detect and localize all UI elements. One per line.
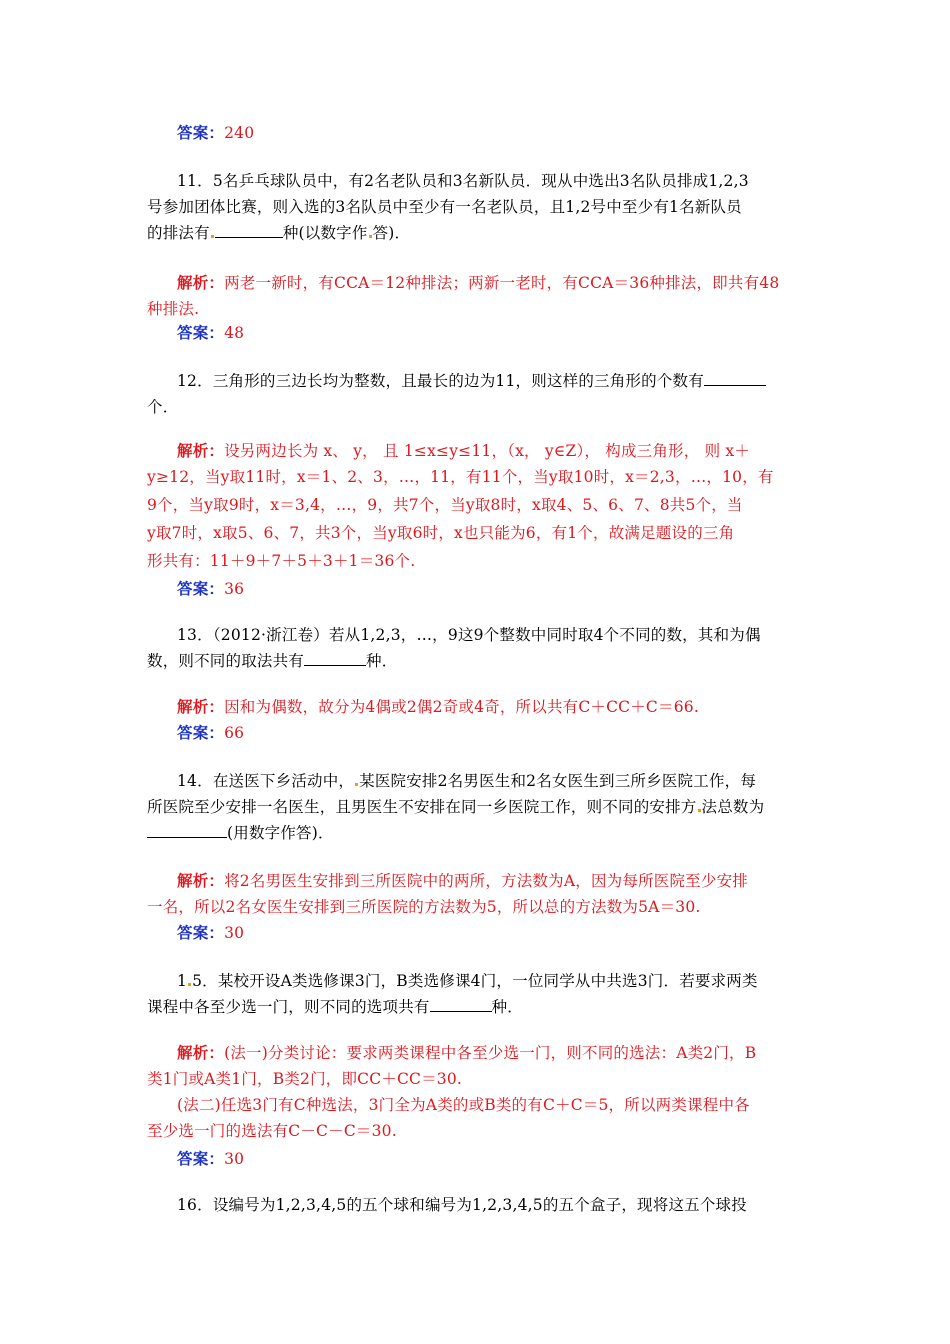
answer-value: 36 [224,580,245,598]
answer-label: 答案： [177,123,225,142]
solution-14-line-1 [177,870,817,892]
solution-13-line-1 [177,696,817,718]
solution-15-line-2: 类1门或A类1门，B类2门，即CC＋CC＝30. [147,1070,463,1088]
solution-15-line-1 [177,1042,817,1064]
answer-14 [177,922,817,944]
mark-dot [355,783,358,786]
question-14-line-1 [177,770,817,792]
question-15-line-2 [147,996,817,1018]
answer-11 [177,322,817,344]
answer-value: 30 [224,1150,245,1168]
answer-blank [215,223,283,238]
answer-15 [177,1148,817,1170]
solution-12-line-2: y≥12，当y取11时，x＝1、2、3，…，11，有11个，当y取10时，x＝2,3，…，10，有 [147,468,774,486]
solution-11-line-2: 种排法. [147,300,200,318]
question-11-line-2: 号参加团体比赛，则入选的3名队员中至少有一名老队员，且1,2号中至少有1名新队员 [147,198,742,216]
answer-value: 30 [224,924,245,942]
question-text: 法总数为 [701,798,765,816]
solution-14-line-2: 一名，所以2名女医生安排到三所医院的方法数为5，所以总的方法数为5A＝30. [147,898,701,916]
solution-label: 解析： [177,697,225,716]
answer-label: 答案： [177,723,225,742]
question-text: 1 [177,972,188,990]
answer-12 [177,578,817,600]
solution-label: 解析： [177,871,225,890]
question-text: 数，则不同的取法共有 [147,652,305,670]
question-text: 14．在送医下乡活动中， [177,772,355,790]
question-text: 所医院至少安排一名医生，且男医生不安排在同一乡医院工作，则不同的安排方 [147,798,697,816]
solution-text: 设另两边长为 x、 y， 且 1≤x≤y≤11，（x， y∈Z）， 构成三角形， 则 x＋ [224,442,751,460]
question-13-line-1: 13．（2012·浙江卷）若从1,2,3，…，9这9个整数中同时取4个不同的数，其和为偶 [177,626,761,644]
answer-value: 48 [224,324,245,342]
solution-text: 将2名男医生安排到三所医院中的两所，方法数为A，因为每所医院至少安排 [224,872,748,890]
question-16-line-1: 16．设编号为1,2,3,4,5的五个球和编号为1,2,3,4,5的五个盒子，现将这五个球投 [177,1196,747,1214]
question-11-line-1: 11．5名乒乓球队员中，有2名老队员和3名新队员．现从中选出3名队员排成1,2,3 [177,172,749,190]
solution-12-line-3: 9个，当y取9时，x＝3,4，…，9，共7个，当y取8时，x取4、5、6、7、8共5个，当 [147,496,743,514]
question-13-line-2 [147,650,817,672]
question-11-line-3 [147,222,817,244]
solution-15-line-3: (法二)任选3门有C种选法，3门全为A类的或B类的有C＋C＝5，所以两类课程中各 [177,1096,750,1114]
answer-blank [304,651,366,666]
mark-dot [369,235,372,238]
question-text: 答)． [372,224,411,242]
answer-blank [704,371,766,386]
mark-dot [698,809,701,812]
answer-label: 答案： [177,323,225,342]
answer-label: 答案： [177,579,225,598]
solution-label: 解析： [177,441,225,460]
question-12-line-1 [177,370,817,392]
solution-12-line-1 [177,440,817,462]
solution-label: 解析： [177,1043,225,1062]
question-12-line-2: 个． [147,398,179,416]
solution-12-line-4: y取7时，x取5、6、7，共3个，当y取6时，x也只能为6，有1个，故满足题设的三角 [147,524,735,542]
mark-dot [188,983,191,986]
mark-dot [211,235,214,238]
question-text: 5．某校开设A类选修课3门，B类选修课4门，一位同学从中共选3门．若要求两类 [192,972,758,990]
answer-label: 答案： [177,1149,225,1168]
solution-15-line-4: 至少选一门的选法有C－C－C＝30. [147,1122,397,1140]
question-text: 12．三角形的三边长均为整数，且最长的边为11，则这样的三角形的个数有 [177,372,704,390]
question-text: (用数字作答)． [227,824,334,842]
answer-blank [147,823,227,838]
question-15-line-1 [177,970,817,992]
question-text: 课程中各至少选一门，则不同的选项共有 [147,998,430,1016]
question-14-line-2 [147,796,817,818]
answer-13 [177,722,817,744]
question-text: 种． [366,652,398,670]
question-14-line-3 [147,822,817,844]
solution-12-line-5: 形共有：11＋9＋7＋5＋3＋1＝36个. [147,552,416,570]
answer-10 [177,122,817,144]
question-text: 种． [491,998,524,1016]
solution-text: 因和为偶数，故分为4偶或2偶2奇或4奇，所以共有C＋CC＋C＝66. [224,698,699,716]
solution-label: 解析： [177,273,225,292]
answer-label: 答案： [177,923,225,942]
question-text: 某医院安排2名男医生和2名女医生到三所乡医院工作，每 [359,772,757,790]
solution-text: 两老一新时，有CCA＝12种排法；两新一老时，有CCA＝36种排法，即共有48 [224,274,780,292]
solution-11-line-1 [177,272,817,294]
answer-value: 240 [224,124,255,142]
solution-text: (法一)分类讨论：要求两类课程中各至少选一门，则不同的选法：A类2门，B [224,1044,757,1062]
question-text: 的排法有 [147,224,210,242]
question-text: 种(以数字作 [282,224,368,242]
answer-blank [430,997,492,1012]
answer-value: 66 [224,724,245,742]
